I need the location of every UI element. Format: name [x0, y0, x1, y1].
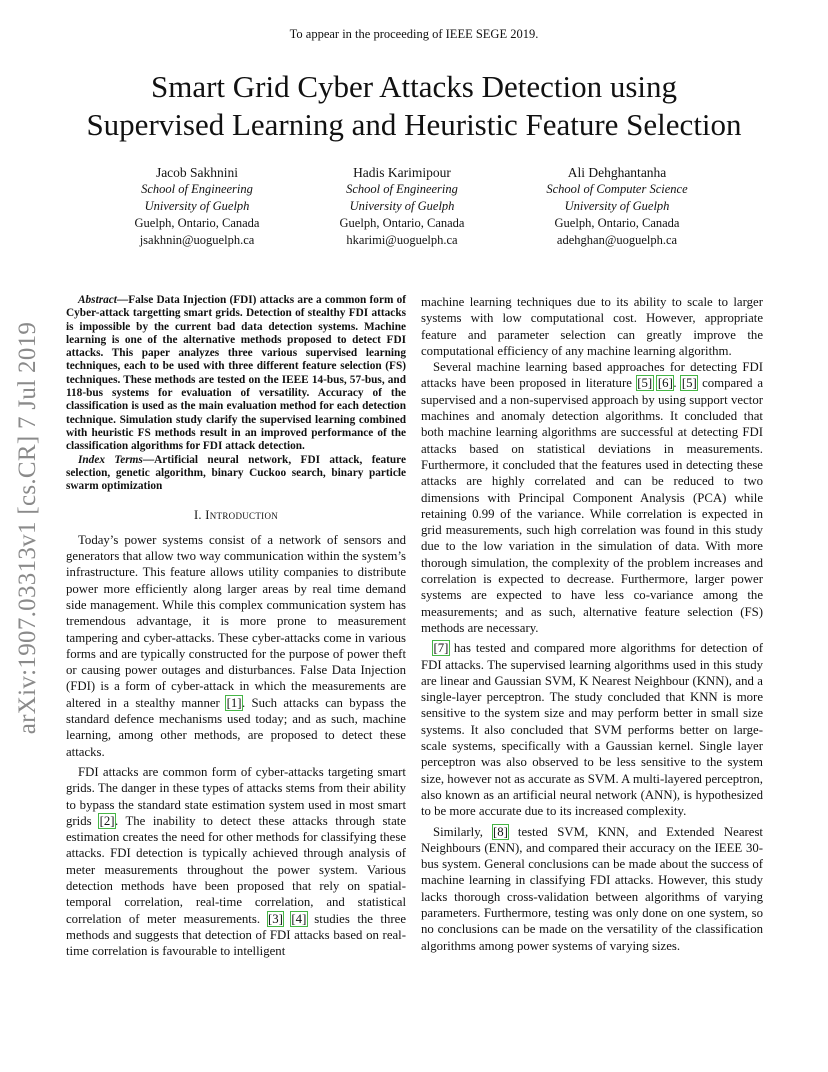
paragraph-text: FDI attacks are common form of cyber-attacks targeting smart grids. The danger in these types of attacks stems from their ability to bypass the standard state estimation system used in most smart grids: [66, 764, 406, 828]
right-column: [421, 294, 763, 954]
author-2: [292, 164, 512, 249]
citation-link[interactable]: [5]: [637, 376, 653, 391]
conference-note: To appear in the proceeding of IEEE SEGE 2019.: [289, 27, 539, 41]
citation-link[interactable]: [3]: [268, 911, 283, 926]
intro-paragraph-5: [421, 824, 763, 954]
intro-paragraph-3: Several machine learning based approaches for detecting FDI attacks have been proposed in literature [5] [6]. [5] compared a supervised and a non-supervised approach by using support vector machines and anomaly detection algorithms. It concluded that both machine learning algorithms are successful at detecting FDI attacks based on statistical deviations in measurements. Furthermore, it concluded that the features used in detecting these attacks are highly correlated and can be reduced to two dimensions with Principal Component Analysis (PCA) while retaining 0.99 of the variance. While correlation is expected in grid measurements, such high correlation was found in this study due to the low variation in the simulation of data. With more thorough simulation, the complexity of the problem increases and correlation is expected to decrease. Furthermore, larger power systems are expected to have less co-variance among the measurements; and as such, alternative feature selection (FS) methods are necessary.: [421, 360, 763, 635]
paragraph-text: studies the three methods and suggests that detection of FDI attacks based on real-time correlation is favourable to intelligent: [66, 911, 406, 959]
author-university: University of Guelph: [349, 199, 455, 213]
arxiv-identifier[interactable]: arXiv:1907.03313v1 [cs.CR] 7 Jul 2019: [14, 321, 41, 734]
paragraph-text: Today’s power systems consist of a network of sensors and generators that allow two way communication within the system’s infrastructure. This feature allows utility companies to distribute power more efficiently along larger areas by real time demand side management. While this complex communication system has tremendous advantage, it is more prone to measurement tampering and cyber-attacks. These cyber-attacks come in various forms and are typically constructed for the purpose of power theft or causing power outages and disturbances. False Data Injection (FDI) is a form of cyber-attack in which the measurements are altered in a stealthy manner: [66, 532, 406, 710]
abstract-label: Abstract: [78, 294, 117, 306]
paragraph-text: has tested and compared more algorithms for detection of FDI attacks. The supervised learning algorithms used in this study are linear and Gaussian SVM, K Nearest Neighbour (KNN), and a single-layer perceptron. The study concluded that KNN is more sensitive to the system size and may perform better in small size systems. It also concluded that SVM performs better on large-scale systems, specifically with a Gaussian kernel. Single layer perceptron was also observed to be less sensitive to the system size, however not as accurate as SVM. A multi-layered perceptron, also known as an artificial neural network (ANN), is hypothesized to be more accurate due to its increased complexity.: [421, 641, 763, 819]
author-email[interactable]: hkarimi@uoguelph.ca: [346, 233, 458, 247]
citation-link[interactable]: [2]: [99, 813, 115, 828]
author-email[interactable]: adehghan@uoguelph.ca: [556, 233, 678, 247]
paragraph-text: . The inability to detect these attacks through state estimation creates the need for other methods for classifying these attacks. FDI detection is typically achieved through analysis of meter measurements throughout the power system. Various detection methods have been proposed that rely on spatial-temporal correlation, real-time correlation, and statistical correlation of meter measurements.: [66, 813, 407, 926]
arxiv-sidebar: [10, 300, 46, 755]
abstract-text: —False Data Injection (FDI) attacks are a common form of Cyber-attack targetting smart grids. Detection of stealthy FDI attacks is impossible by the current bad data detection systems. Machine learning is one of the alternative methods proposed to detect FDI attacks. This paper analyzes three various supervised learning techniques, each to be used with three different feature selection (FS) techniques. These methods are tested on the IEEE 14-bus, 57-bus, and 118-bus systems for evaluation of versatility. Accuracy of the classification is used as the main evaluation method for each detection technique. Simulation study clarify the supervised learning combined with heuristic FS methods result in an improved performance of the classification algorithms for FDI attack detection.: [66, 294, 406, 453]
author-school: School of Computer Science: [546, 182, 688, 196]
author-location: Guelph, Ontario, Canada: [134, 216, 260, 230]
intro-paragraph-1: [66, 532, 406, 760]
paragraph-text: Similarly,: [433, 824, 493, 839]
intro-paragraph-continued: machine learning techniques due to its ability to scale to larger systems with low computational cost. However, appropriate feature and parameter selection can greatly improve the computational efficiency of any machine learning algorithm.: [421, 295, 763, 358]
index-terms-label: Index Terms: [78, 453, 143, 466]
author-location: Guelph, Ontario, Canada: [339, 216, 465, 230]
paragraph-text: Several machine learning based approaches for detecting FDI attacks have been proposed in literature: [421, 360, 763, 391]
author-name: Jacob Sakhnini: [155, 165, 239, 180]
author-university: University of Guelph: [144, 199, 250, 213]
citation-link[interactable]: [6]: [657, 376, 673, 391]
citation-link[interactable]: [4]: [291, 911, 307, 926]
intro-paragraph-2: [66, 764, 406, 960]
intro-paragraph-4: [421, 640, 763, 819]
author-school: School of Engineering: [141, 182, 253, 196]
section-heading-introduction: [66, 507, 406, 523]
citation-link[interactable]: [7]: [433, 641, 449, 656]
left-column: [66, 294, 406, 959]
author-location: Guelph, Ontario, Canada: [554, 216, 680, 230]
author-email[interactable]: jsakhnin@uoguelph.ca: [139, 233, 255, 247]
citation-link[interactable]: [5]: [681, 376, 697, 391]
index-terms: [66, 454, 406, 494]
author-name: Ali Dehghantanha: [567, 165, 667, 180]
author-university: University of Guelph: [564, 199, 670, 213]
paragraph-text: tested SVM, KNN, and Extended Nearest Neighbours (ENN), and compared their accuracy on the IEEE 30-bus system. General conclusions can be made about the success of machine learning in classifying FDI attacks. However, this study lacks thorough cross-validation between algorithms of varying parameters. Furthermore, testing was only done on one system, so no conclusions can be made on the versatility of the classification algorithms among power systems of varying sizes.: [421, 824, 763, 953]
author-school: School of Engineering: [346, 182, 458, 196]
abstract: [66, 294, 406, 454]
title-line-2: Supervised Learning and Heuristic Feature Selection: [86, 107, 742, 142]
paragraph-text: . Such attacks can bypass the standard defence mechanisms used today; and as such, machine learning, among other methods, are proposed to detect these attacks.: [66, 695, 406, 759]
citation-link[interactable]: [1]: [226, 695, 242, 710]
section-numeral: I.: [193, 508, 202, 523]
author-1: [87, 164, 307, 249]
citation-link[interactable]: [8]: [493, 824, 508, 839]
title-line-1: Smart Grid Cyber Attacks Detection using: [150, 69, 678, 104]
paper-title: [0, 68, 828, 144]
author-name: Hadis Karimipour: [353, 165, 451, 180]
section-title: Introduction: [205, 508, 279, 523]
index-terms-text: —Artificial neural network, FDI attack, feature selection, genetic algorithm, binary Cuckoo search, binary particle swarm optimization: [66, 453, 406, 493]
paragraph-text: compared a supervised and a non-supervised approach by using support vector machines and anomaly detection algorithms. It concluded that both machine learning algorithms are successful at detecting FDI attacks based on statistical deviations in measurements. Furthermore, it concluded that the features used in detecting these attacks are highly correlated and can be reduced to two dimensions with Principal Component Analysis (PCA) while retaining 0.99 of the variance. While correlation is expected in grid measurements, such high correlation was found in this study due to the low variation in the simulation of data. With more thorough simulation, the complexity of the problem increases and correlation is expected to decrease. Furthermore, larger power systems are expected to have less co-variance among the measurements; and as such, alternative feature selection (FS) methods are necessary.: [421, 376, 763, 635]
author-3: [507, 164, 727, 249]
